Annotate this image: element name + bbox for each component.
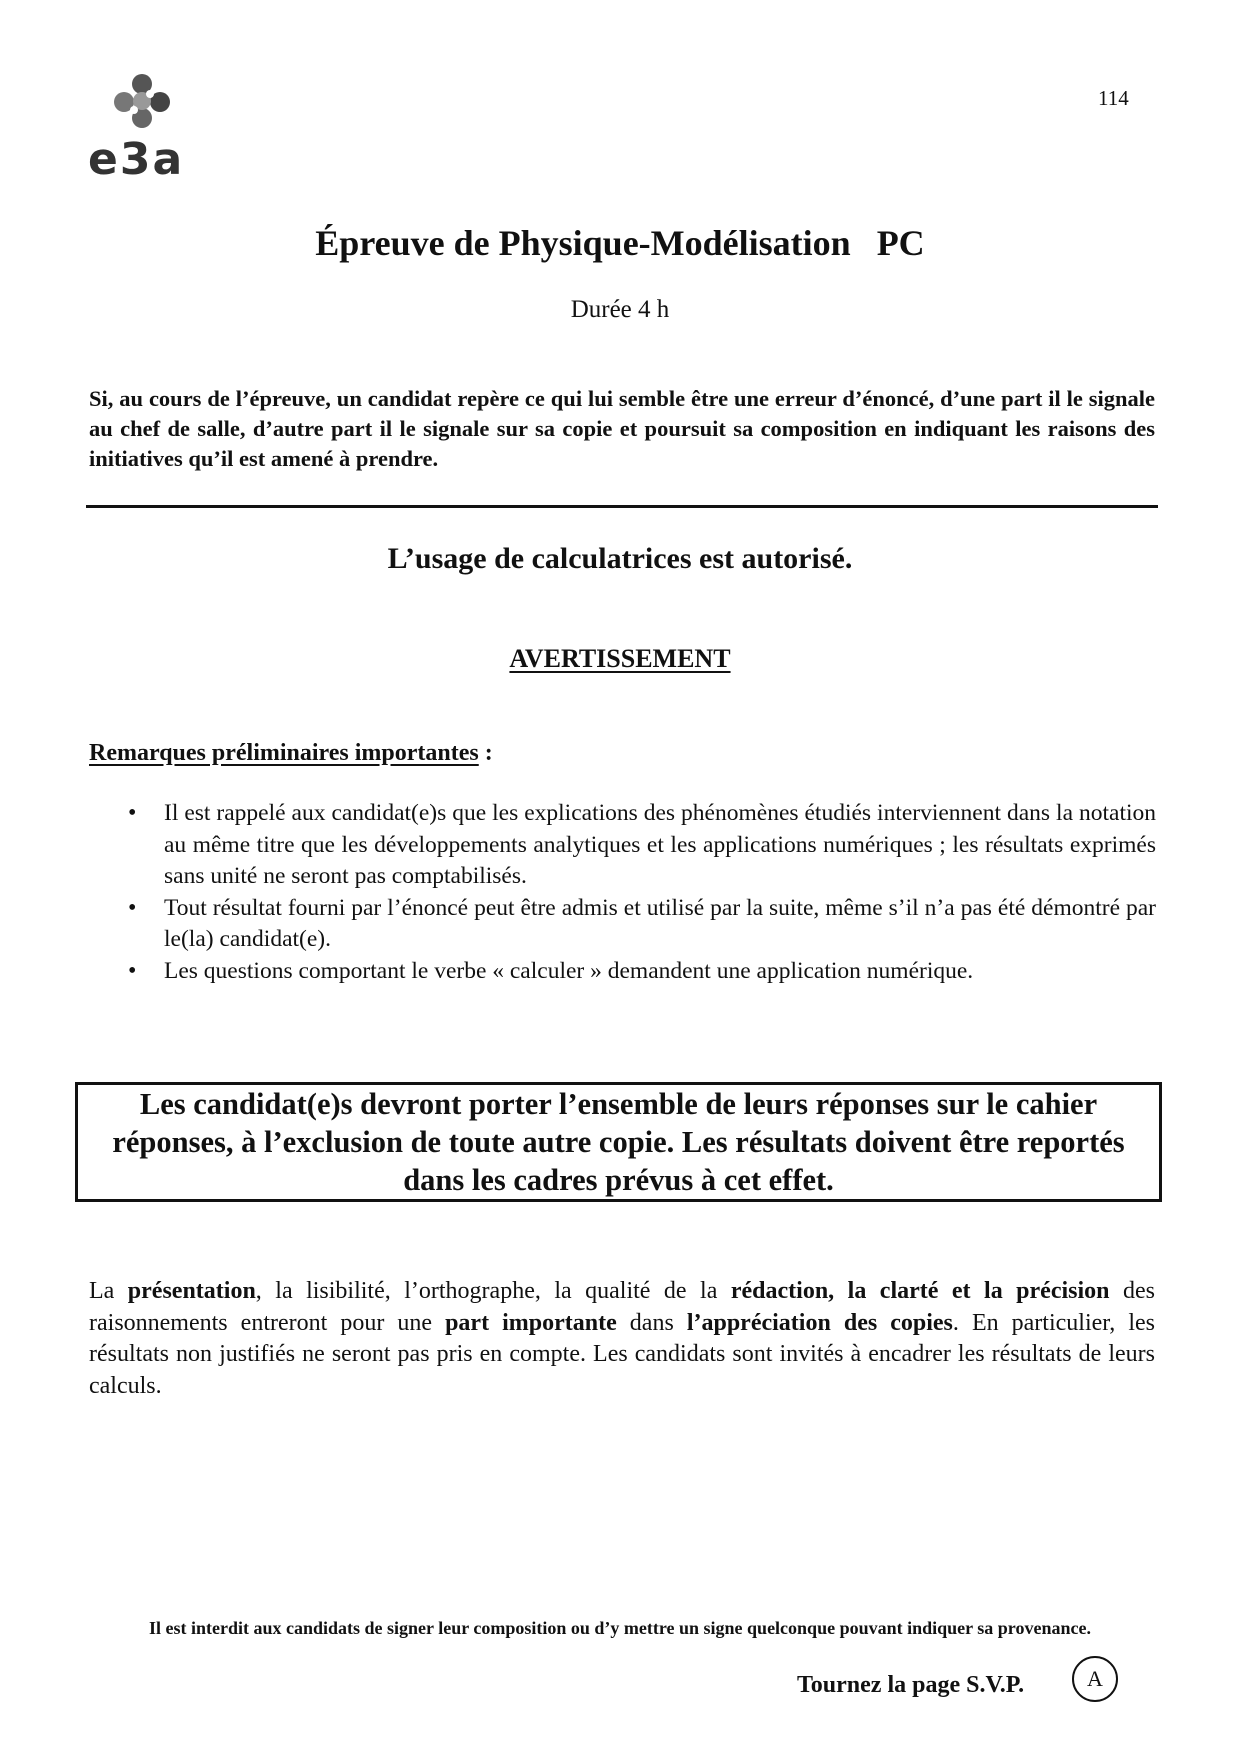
presentation-text: dans [616,1309,687,1336]
horizontal-divider [86,505,1158,508]
exam-duration: Durée 4 h [570,296,670,323]
remark-item: • Il est rappelé aux candidat(e)s que les explications des phénomènes étudiés interviennent dans la notation au même titre que les développements analytiques et les applications numériques ; les résultats exprimés sans unité ne seront pas comptabilisés. [130,798,1156,893]
answer-instructions-text: Les candidat(e)s devront porter l’ensemble de leurs réponses sur le cahier réponses, à l’exclusion de toute autre copie. Les résultats doivent être reportés dans les cadres prévus à cet effet. [112,1087,1125,1197]
remarks-heading-colon: : [478,740,493,766]
exam-title-main: Épreuve de Physique-Modélisation [315,223,851,263]
remarks-heading-text: Remarques préliminaires importantes [89,740,479,766]
calculator-policy: L’usage de calculatrices est autorisé. [387,542,853,575]
remark-item: • Tout résultat fourni par l’énoncé peut être admis et utilisé par la suite, même s’il n’a pas été démontré par le(la) candidat(e). [130,893,1156,956]
avertissement-heading-text: AVERTISSEMENT [509,644,731,673]
remark-item: • Les questions comportant le verbe « calculer » demandent une application numérique. [130,956,1156,988]
error-notice: Si, au cours de l’épreuve, un candidat repère ce qui lui semble être une erreur d’énoncé, d’une part il le signale au chef de salle, d’autre part il le signale sur sa copie et poursuit sa composition en indiquant les raisons des initiatives qu’il est amené à prendre. [89,386,1155,471]
presentation-paragraph [89,1276,1155,1402]
remarks-heading [89,740,493,767]
exam-title [0,222,1240,264]
remarks-list [130,798,1156,987]
turn-page-note: Tournez la page S.V.P. [797,1672,1025,1698]
footer-note: Il est interdit aux candidats de signer leur composition ou d’y mettre un signe quelconque pouvant indiquer sa provenance. [149,1618,1091,1638]
presentation-text: . En particulier, les résultats non justifiés ne seront pas pris en compte. Les candidats sont invités à encadrer les résultats de leurs calculs. [89,1309,1155,1399]
logo-mark-icon [110,72,174,132]
presentation-emphasis: l’appréciation des copies [686,1309,953,1336]
presentation-emphasis: présentation [127,1278,256,1304]
answer-instructions-box [75,1082,1162,1202]
presentation-text: des raisonnements entreront pour une [89,1278,1155,1336]
presentation-text: La [89,1278,128,1304]
version-badge: A [1072,1656,1118,1702]
e3a-logo [88,72,198,185]
presentation-text: , la lisibilité, l’orthographe, la qualité de la [255,1278,731,1304]
presentation-emphasis: rédaction, la clarté et la précision [730,1278,1110,1304]
page-number: 114 [1098,86,1129,110]
presentation-emphasis: part importante [445,1309,617,1336]
exam-track: PC [876,223,925,263]
avertissement-heading [0,644,1240,674]
logo-text: e3a [88,134,185,185]
